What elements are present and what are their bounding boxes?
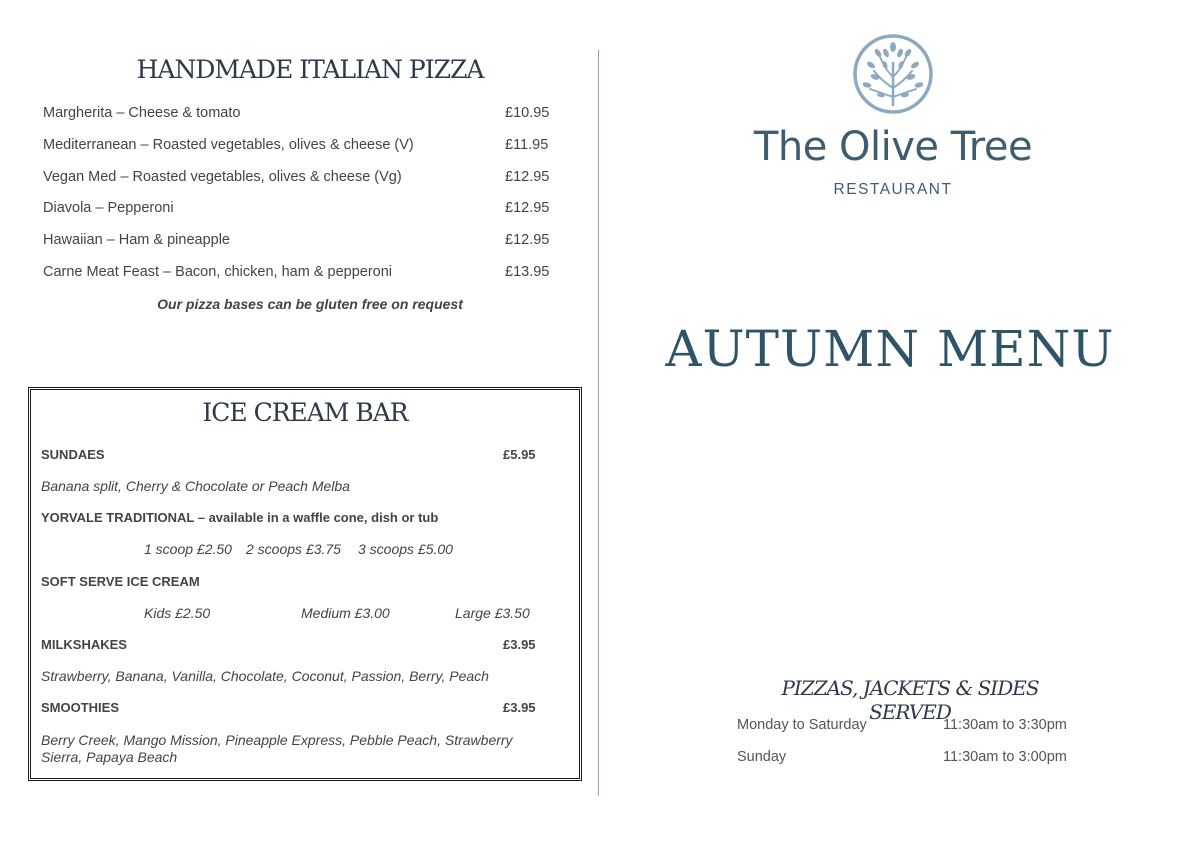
menu-item-price: £12.95: [505, 232, 550, 249]
menu-item-description: Diavola – Pepperoni: [43, 200, 174, 217]
menu-item: [43, 103, 563, 135]
soft-serve-option: Medium £3.00: [301, 605, 390, 621]
menu-item-price: £13.95: [505, 263, 550, 280]
left-page: [0, 0, 598, 849]
milkshakes-label: MILKSHAKES: [41, 637, 127, 652]
menu-item-description: Carne Meat Feast – Bacon, chicken, ham & pepperoni: [43, 263, 392, 280]
milkshakes-description: Strawberry, Banana, Vanilla, Chocolate, Coconut, Passion, Berry, Peach: [41, 668, 489, 684]
menu-title: AUTUMN MENU: [665, 320, 1115, 378]
hours-time: 11:30am to 3:00pm: [943, 749, 1067, 765]
soft-serve-option: Kids £2.50: [144, 605, 211, 621]
menu-item: [43, 198, 563, 230]
sundaes-description: Banana split, Cherry & Chocolate or Peach Melba: [41, 478, 350, 494]
menu-item: [43, 230, 563, 262]
hours-row: [737, 749, 1097, 769]
yorvale-label: YORVALE TRADITIONAL – available in a waffle cone, dish or tub: [41, 510, 439, 525]
smoothies-description-line: Berry Creek, Mango Mission, Pineapple Express, Pebble Peach, Strawberry: [41, 732, 513, 748]
menu-item-description: Margherita – Cheese & tomato: [43, 105, 241, 121]
milkshakes-price: £3.95: [503, 637, 536, 652]
pizza-section-title: HANDMADE ITALIAN PIZZA: [136, 55, 484, 84]
smoothies-description-line: Sierra, Papaya Beach: [41, 749, 178, 765]
menu-item-price: £10.95: [505, 105, 550, 121]
hours-row: [737, 717, 1097, 737]
menu-item-description: Vegan Med – Roasted vegetables, olives & cheese (Vg): [43, 168, 402, 185]
soft-serve-label: SOFT SERVE ICE CREAM: [41, 574, 200, 589]
menu-item-price: £12.95: [505, 168, 550, 185]
sundaes-price: £5.95: [503, 447, 536, 462]
soft-serve-option: Large £3.50: [455, 605, 530, 621]
yorvale-option: 1 scoop £2.50: [144, 541, 232, 557]
pizza-list: [43, 103, 563, 294]
menu-item: [43, 167, 563, 199]
sundaes-label: SUNDAES: [41, 447, 105, 462]
gluten-free-note: Our pizza bases can be gluten free on request: [157, 296, 463, 312]
menu-item-description: Mediterranean – Roasted vegetables, olives & cheese (V): [43, 136, 414, 153]
serving-hours-title: PIZZAS, JACKETS & SIDES SERVED: [781, 676, 1039, 724]
smoothies-price: £3.95: [503, 700, 536, 715]
ice-cream-section-title: ICE CREAM BAR: [202, 398, 408, 427]
hours-time: 11:30am to 3:30pm: [943, 717, 1067, 733]
hours-day: Monday to Saturday: [737, 717, 867, 733]
menu-item: [43, 262, 563, 294]
restaurant-name: The Olive Tree: [753, 124, 1033, 170]
right-page: [600, 0, 1200, 849]
menu-item: [43, 135, 563, 167]
ice-cream-bar-box: [28, 387, 582, 781]
olive-branch-icon: [852, 33, 934, 115]
smoothies-label: SMOOTHIES: [41, 700, 120, 715]
yorvale-option: 2 scoops £3.75: [246, 541, 341, 557]
yorvale-option: 3 scoops £5.00: [358, 541, 453, 557]
menu-item-price: £11.95: [505, 136, 549, 153]
hours-day: Sunday: [737, 749, 787, 765]
page-divider: [598, 50, 599, 796]
menu-item-price: £12.95: [505, 200, 550, 217]
restaurant-subtitle: RESTAURANT: [833, 181, 953, 198]
menu-item-description: Hawaiian – Ham & pineapple: [43, 232, 230, 249]
